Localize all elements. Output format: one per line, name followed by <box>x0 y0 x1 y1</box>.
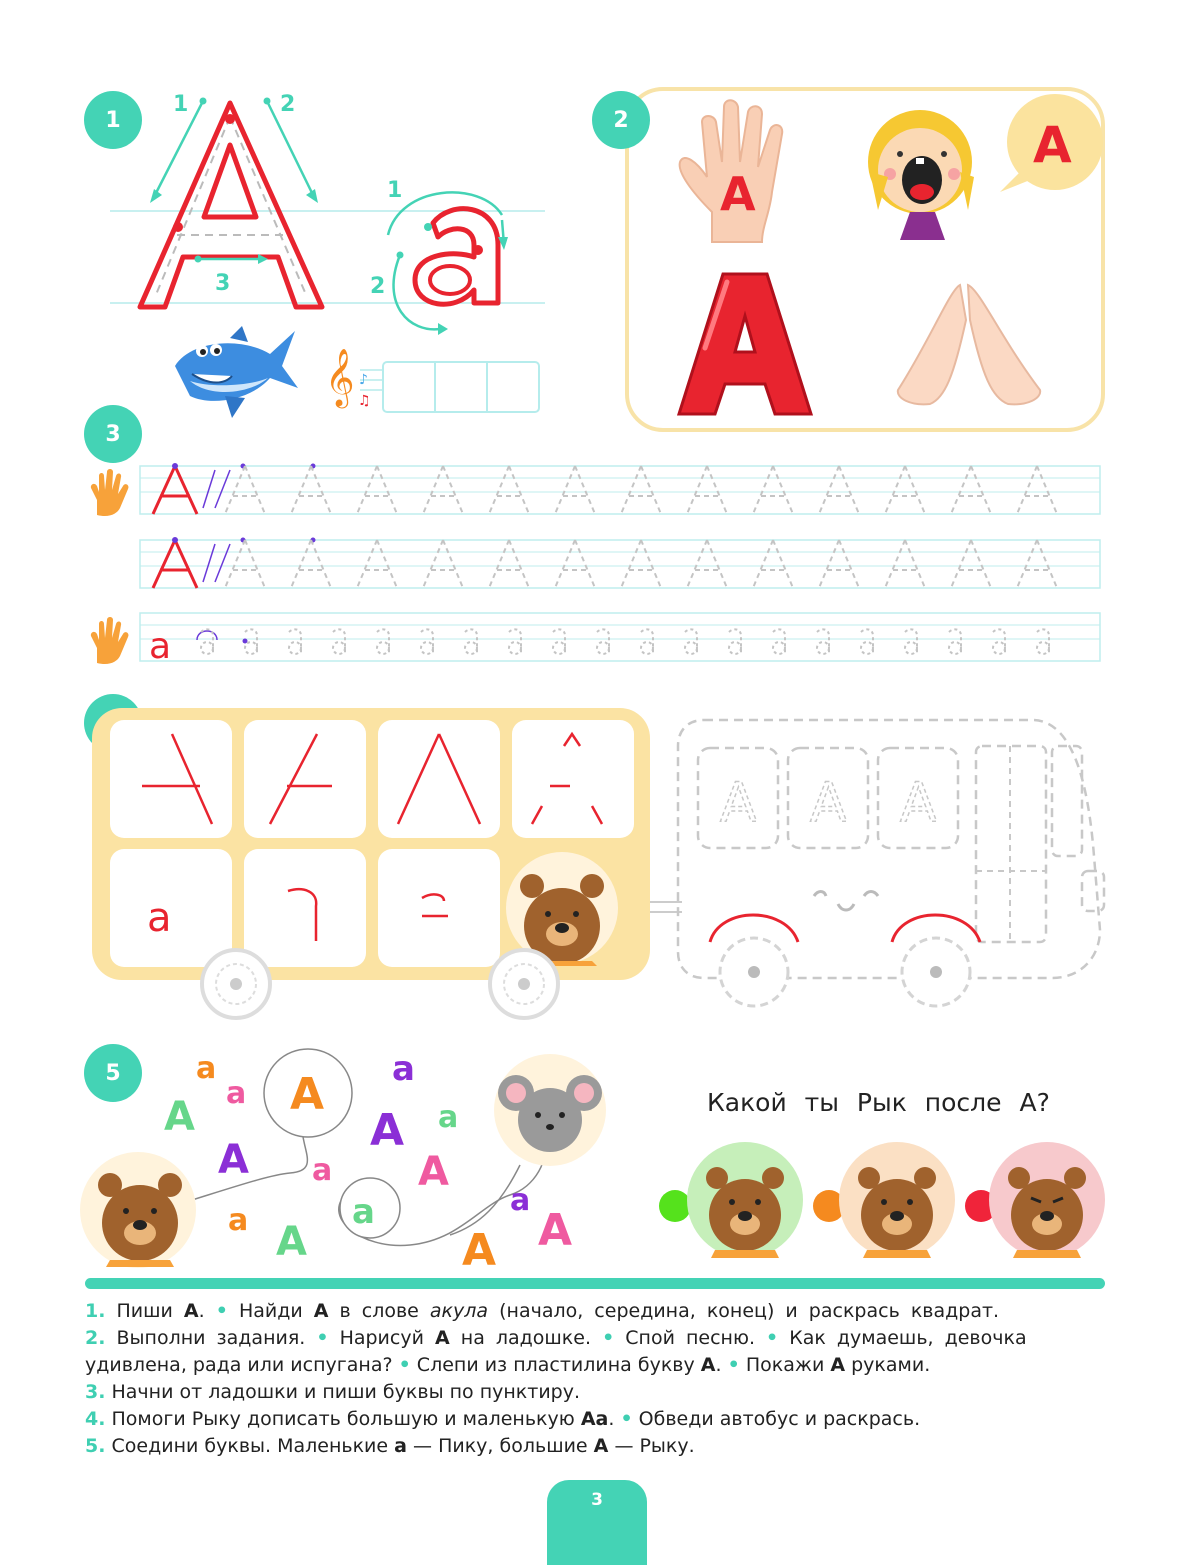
dashed-small-letter-trace <box>553 642 565 654</box>
dashed-small-letter-trace <box>597 642 609 654</box>
scattered-letter[interactable]: A <box>538 1205 573 1256</box>
section-3-badge: 3 <box>84 405 142 463</box>
scattered-letter[interactable]: A <box>276 1219 307 1265</box>
scattered-letter[interactable]: A <box>218 1137 249 1183</box>
bus-tracing <box>92 706 1112 1026</box>
scattered-letter[interactable]: a <box>312 1153 333 1188</box>
svg-text:a: a <box>147 895 172 941</box>
dashed-letter-trace <box>885 466 925 514</box>
dashed-small-letter-trace <box>729 642 741 654</box>
singing-girl-picture <box>860 92 1105 247</box>
dashed-letter-trace <box>555 466 595 514</box>
dashed-letter-trace <box>885 540 925 588</box>
dashed-small-letter-trace <box>509 642 521 654</box>
dashed-small-letter-trace <box>685 642 697 654</box>
palm-letter: A <box>720 167 756 221</box>
dashed-small-letter-trace <box>201 642 213 654</box>
scattered-letter[interactable]: A <box>462 1225 497 1275</box>
scattered-letter[interactable]: a <box>196 1051 217 1086</box>
dashed-letter-trace <box>423 466 463 514</box>
stroke-number-3: 3 <box>215 271 231 296</box>
small-stroke-number-1: 1 <box>387 178 403 203</box>
instruction-3: 3. Начни от ладошки и пиши буквы по пунктиру. <box>85 1381 581 1403</box>
dashed-small-letter-trace <box>861 642 873 654</box>
dashed-letter-trace <box>951 540 991 588</box>
dashed-letter-trace <box>225 540 265 588</box>
scattered-letter[interactable]: a <box>438 1100 459 1135</box>
dashed-small-letter-trace <box>817 642 829 654</box>
dashed-small-letter-trace <box>641 642 653 654</box>
hands-forming-a <box>890 280 1050 415</box>
dashed-letter-trace <box>1017 540 1057 588</box>
dashed-letter-trace <box>819 466 859 514</box>
dashed-letter-trace <box>423 540 463 588</box>
letter-matching-area <box>80 1045 640 1275</box>
instruction-2: 2. Выполни задания. • Нарисуй А на ладошке. • Спой песню. • Как думаешь, девочка <box>85 1327 1027 1349</box>
dashed-small-letter-trace <box>377 642 389 654</box>
dashed-small-letter-trace <box>949 642 961 654</box>
bus-window-letter-2: A <box>810 771 847 834</box>
instruction-2-continued: удивлена, рада или испугана? • Слепи из пластилина букву А. • Покажи А руками. <box>85 1354 931 1376</box>
instructions <box>85 1298 1115 1460</box>
svg-text:♫: ♫ <box>358 393 371 409</box>
palm-with-letter <box>672 92 802 252</box>
instruction-4: 4. Помоги Рыку дописать большую и маленькую Аа. • Обведи автобус и раскрась. <box>85 1408 921 1430</box>
dashed-letter-trace <box>621 466 661 514</box>
scattered-letter[interactable]: a <box>226 1076 247 1111</box>
small-stroke-number-2: 2 <box>370 274 386 299</box>
section-divider <box>85 1278 1105 1289</box>
dashed-letter-trace <box>489 466 529 514</box>
page-number: 3 <box>547 1480 647 1565</box>
dashed-letter-trace <box>753 540 793 588</box>
dashed-small-letter-trace <box>905 642 917 654</box>
question-title: Какой ты Рык после А? <box>707 1088 1050 1117</box>
dashed-letter-trace <box>291 466 331 514</box>
mood-dot-green[interactable] <box>659 1190 691 1222</box>
treble-clef-icon: 𝄞 <box>325 348 355 406</box>
dashed-letter-trace <box>819 540 859 588</box>
dashed-small-letter-trace <box>1037 642 1049 654</box>
scattered-letter[interactable]: a <box>228 1203 249 1238</box>
dashed-letter-trace <box>555 540 595 588</box>
dashed-letter-trace <box>357 540 397 588</box>
instruction-5: 5. Соедини буквы. Маленькие а — Пику, большие А — Рыку. <box>85 1435 695 1457</box>
scattered-letter[interactable]: a <box>392 1049 415 1089</box>
dashed-small-letter-trace <box>245 642 257 654</box>
scattered-letter[interactable]: A <box>418 1149 449 1195</box>
scattered-letter[interactable]: A <box>164 1094 195 1140</box>
dashed-letter-trace <box>687 466 727 514</box>
shark-picture <box>170 326 300 424</box>
stroke-number-1: 1 <box>173 92 189 117</box>
writing-rows <box>85 458 1105 668</box>
bus-window-letter-3: A <box>900 771 937 834</box>
scattered-letter[interactable]: a <box>352 1192 375 1232</box>
instruction-1: 1. Пиши А. • Найди А в слове акула (начало, середина, конец) и раскрась квадрат. <box>85 1300 1000 1322</box>
section-2-badge: 2 <box>592 91 650 149</box>
dashed-small-letter-trace <box>289 642 301 654</box>
bear-mood-choices <box>655 1140 1110 1265</box>
clay-letter-a <box>675 268 815 420</box>
svg-text:a: a <box>149 626 172 667</box>
scattered-letter[interactable]: a <box>510 1183 531 1218</box>
section-1-badge: 1 <box>84 91 142 149</box>
dashed-letter-trace <box>753 466 793 514</box>
dashed-letter-trace <box>357 466 397 514</box>
section-5-badge: 5 <box>84 1044 142 1102</box>
stroke-number-2: 2 <box>280 92 296 117</box>
dashed-letter-trace <box>225 466 265 514</box>
dashed-letter-trace <box>621 540 661 588</box>
scattered-letter[interactable]: A <box>370 1105 405 1156</box>
dashed-letter-trace <box>489 540 529 588</box>
sound-position-squares <box>355 360 545 416</box>
dashed-letter-trace <box>291 540 331 588</box>
speech-bubble-letter: A <box>1033 116 1072 174</box>
dashed-letter-trace <box>1017 466 1057 514</box>
dashed-letter-trace <box>951 466 991 514</box>
dashed-small-letter-trace <box>421 642 433 654</box>
dashed-small-letter-trace <box>333 642 345 654</box>
dashed-small-letter-trace <box>773 642 785 654</box>
dashed-small-letter-trace <box>465 642 477 654</box>
dashed-small-letter-trace <box>993 642 1005 654</box>
bus-window-letter-1: A <box>720 771 757 834</box>
dashed-letter-trace <box>687 540 727 588</box>
scattered-letter[interactable]: A <box>290 1069 325 1120</box>
svg-text:♪: ♪ <box>359 372 368 388</box>
